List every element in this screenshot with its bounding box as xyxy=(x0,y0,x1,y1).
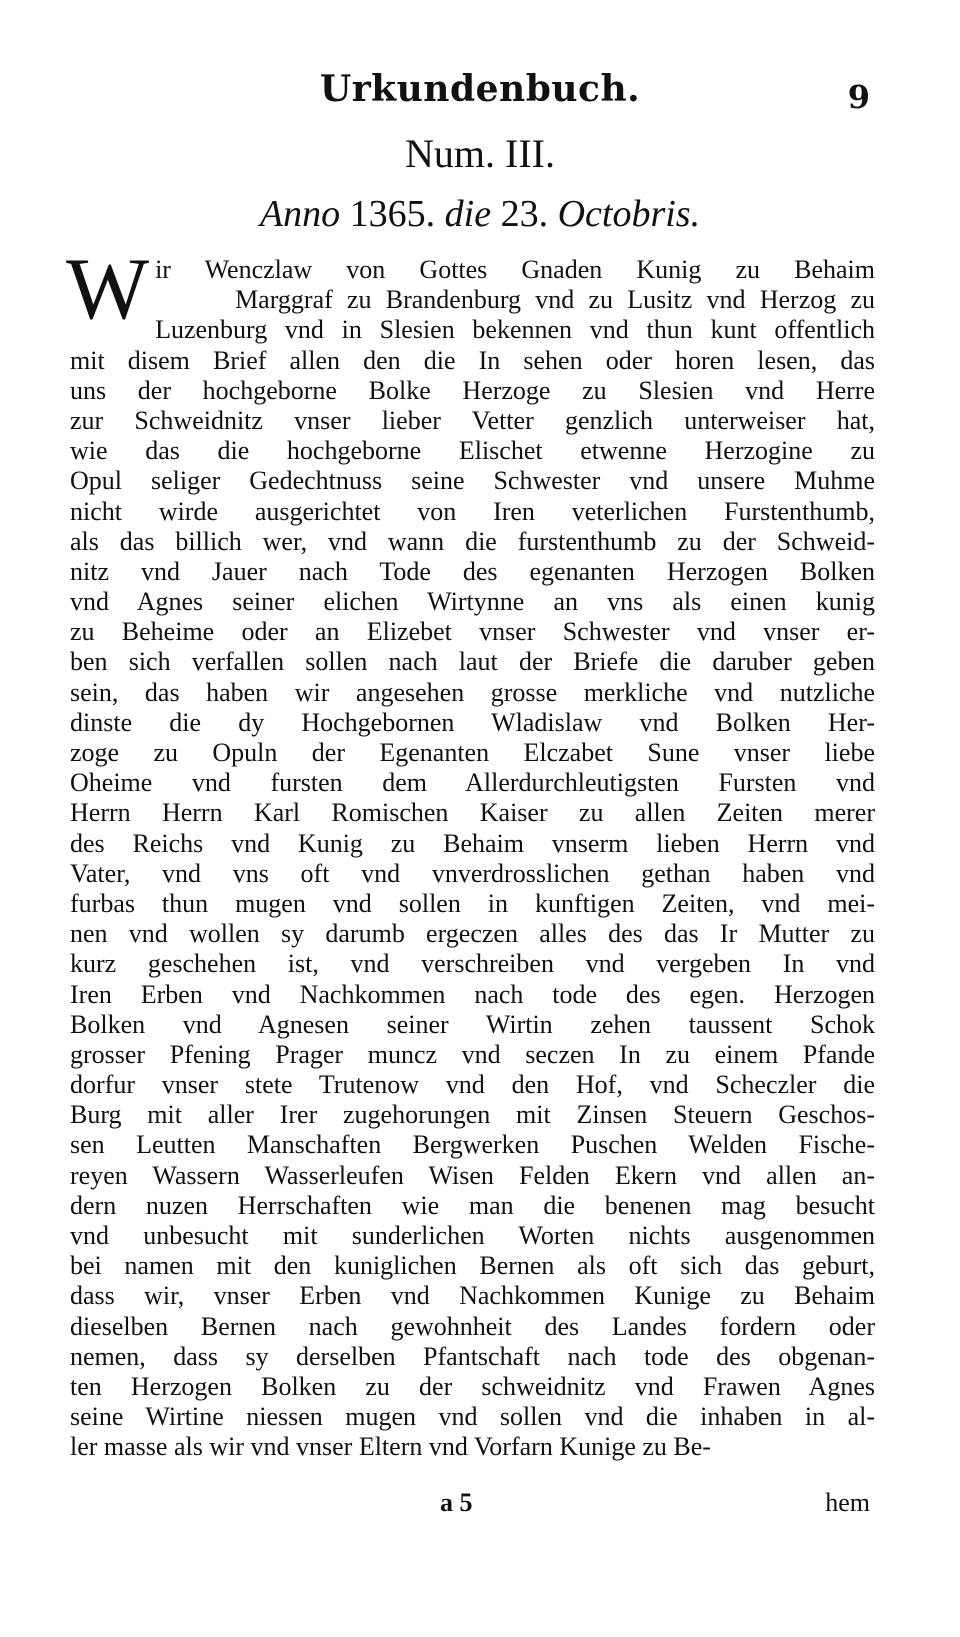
text-line: ben sich verfallen sollen nach laut der Briefe die daruber geben xyxy=(70,647,875,677)
running-title: Urkundenbuch. xyxy=(319,68,641,110)
text-line: dass wir, vnser Erben vnd Nachkommen Kunige zu Behaim xyxy=(70,1281,875,1311)
text-line: ir Wenczlaw von Gottes Gnaden Kunig zu Behaim xyxy=(155,255,875,284)
catchword: hem xyxy=(825,1488,870,1517)
text-line: nemen, dass sy derselben Pfantschaft nach tode des obgenan- xyxy=(70,1341,875,1371)
text-line: zoge zu Opuln der Egenanten Elczabet Sune vnser liebe xyxy=(70,738,875,767)
drop-cap-initial: W xyxy=(66,241,150,338)
text-line: mit disem Brief allen den die In sehen oder horen lesen, das xyxy=(70,345,875,375)
date-anno: Anno xyxy=(259,193,341,235)
text-line: Oheime vnd fursten dem Allerdurchleutigsten Fursten vnd xyxy=(70,768,875,798)
date-month: Octobris. xyxy=(557,193,701,235)
text-line: dorfur vnser stete Trutenow vnd den Hof, vnd Scheczler die xyxy=(70,1070,875,1100)
text-line: dern nuzen Herrschaften wie man die benenen mag besucht xyxy=(70,1190,875,1220)
text-line: nicht wirde ausgerichtet von Iren veterlichen Furstenthumb, xyxy=(70,496,875,526)
date-year: 1365. xyxy=(349,193,436,235)
charter-text xyxy=(66,241,875,1463)
page-number: 9 xyxy=(847,78,870,116)
text-line: des Reichs vnd Kunig zu Behaim vnserm lieben Herrn vnd xyxy=(70,828,875,858)
text-line: zu Beheime oder an Elizebet vnser Schwester vnd vnser er- xyxy=(70,617,875,647)
text-line: grosser Pfening Prager muncz vnd seczen In zu einem Pfande xyxy=(70,1039,875,1069)
date-die: die xyxy=(444,193,492,235)
document-number: Num. III. xyxy=(405,131,555,176)
text-line: sein, das haben wir angesehen grosse merkliche vnd nutzliche xyxy=(70,677,875,707)
text-line: dieselben Bernen nach gewohnheit des Landes fordern oder xyxy=(70,1311,875,1341)
text-line: sen Leutten Manschaften Bergwerken Puschen Welden Fische- xyxy=(70,1130,875,1160)
text-line: ler masse als wir vnd vnser Eltern vnd Vorfarn Kunige zu Be- xyxy=(70,1432,711,1462)
text-line: Bolken vnd Agnesen seiner Wirtin zehen taussent Schok xyxy=(70,1009,875,1039)
text-line: reyen Wassern Wasserleufen Wisen Felden Ekern vnd allen an- xyxy=(70,1160,875,1190)
running-head xyxy=(0,60,960,120)
text-line: ten Herzogen Bolken zu der schweidnitz vnd Frawen Agnes xyxy=(70,1371,875,1401)
text-line: Iren Erben vnd Nachkommen nach tode des egen. Herzogen xyxy=(70,979,875,1009)
text-line: uns der hochgeborne Bolke Herzoge zu Slesien vnd Herre xyxy=(70,375,875,405)
text-line: kurz geschehen ist, vnd verschreiben vnd vergeben In vnd xyxy=(70,949,875,979)
page-footer xyxy=(0,1488,960,1528)
text-line: Herrn Herrn Karl Romischen Kaiser zu allen Zeiten merer xyxy=(70,798,875,828)
signature-mark: a 5 xyxy=(440,1488,473,1517)
text-line: Burg mit aller Irer zugehorungen mit Zinsen Steuern Geschos- xyxy=(70,1100,875,1130)
text-line: zur Schweidnitz vnser lieber Vetter genzlich unterweiser hat, xyxy=(70,405,875,435)
text-line: nitz vnd Jauer nach Tode des egenanten Herzogen Bolken xyxy=(70,556,875,586)
date-day: 23. xyxy=(500,193,549,235)
text-line: wie das die hochgeborne Elischet etwenne Herzogine zu xyxy=(70,436,875,466)
text-line: seine Wirtine niessen mugen vnd sollen vnd die inhaben in al- xyxy=(70,1402,875,1432)
text-line: nen vnd wollen sy darumb ergeczen alles des das Ir Mutter zu xyxy=(70,919,875,949)
text-line: vnd unbesucht mit sunderlichen Worten nichts ausgenommen xyxy=(70,1221,875,1250)
text-line: Vater, vnd vns oft vnd vnverdrosslichen gethan haben vnd xyxy=(70,858,875,888)
text-line: furbas thun mugen vnd sollen in kunftigen Zeiten, vnd mei- xyxy=(70,888,875,918)
document-date xyxy=(0,192,960,236)
text-line: bei namen mit den kuniglichen Bernen als oft sich das geburt, xyxy=(70,1251,875,1281)
text-line: dinste die dy Hochgebornen Wladislaw vnd Bolken Her- xyxy=(70,707,875,737)
text-line: vnd Agnes seiner elichen Wirtynne an vns als einen kunig xyxy=(70,587,875,617)
text-line: Luzenburg vnd in Slesien bekennen vnd thun kunt offentlich xyxy=(155,315,875,345)
text-line: als das billich wer, vnd wann die furstenthumb zu der Schweid- xyxy=(70,526,875,556)
text-line: Opul seliger Gedechtnuss seine Schwester vnd unsere Muhme xyxy=(70,466,875,496)
text-line: Marggraf zu Brandenburg vnd zu Lusitz vnd Herzog zu xyxy=(235,285,875,315)
